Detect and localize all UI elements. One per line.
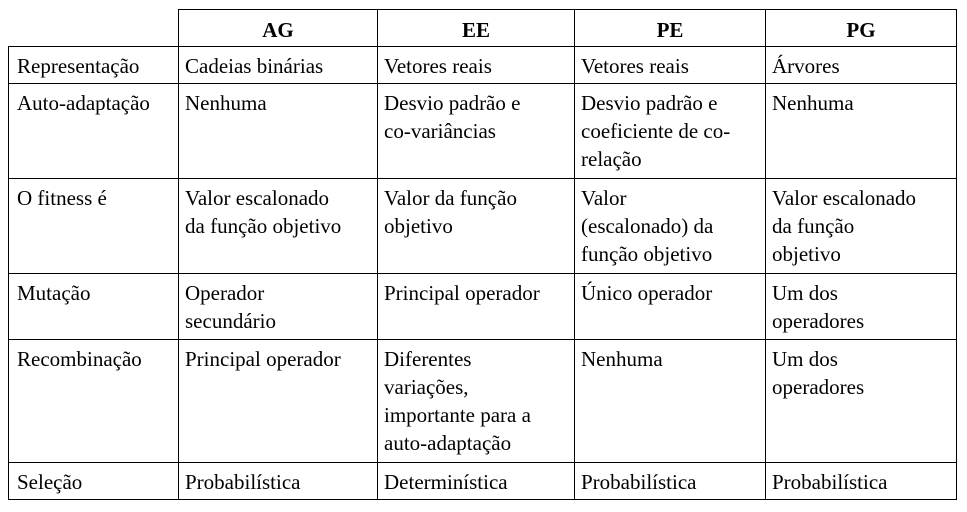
cell-line: Valor escalonado	[185, 186, 330, 210]
table-cell	[766, 47, 957, 84]
table-cell	[179, 179, 378, 274]
cell-line: Vetores reais	[581, 54, 689, 78]
row-label: Auto-adaptação	[9, 84, 179, 179]
cell-line: da função objetivo	[185, 214, 342, 238]
cell-line: coeficiente de co-	[581, 119, 731, 143]
cell-line: auto-adaptação	[384, 431, 512, 455]
table-cell	[575, 84, 766, 179]
cell-line: Desvio padrão e	[581, 91, 718, 115]
table-cell	[179, 84, 378, 179]
comparison-table	[8, 9, 957, 500]
cell-line: Operador	[185, 281, 265, 305]
table-cell	[378, 340, 575, 463]
cell-line: Cadeias binárias	[185, 54, 324, 78]
row-label: Recombinação	[9, 340, 179, 463]
table-cell	[575, 47, 766, 84]
cell-line: Probabilística	[772, 470, 888, 494]
table-cell	[575, 463, 766, 500]
table-cell	[766, 463, 957, 500]
cell-line: Nenhuma	[581, 347, 663, 371]
cell-line: objetivo	[772, 242, 841, 266]
corner-cell	[9, 10, 179, 47]
cell-line: operadores	[772, 375, 865, 399]
cell-line: Nenhuma	[772, 91, 854, 115]
table-cell	[378, 179, 575, 274]
row-label: Seleção	[9, 463, 179, 500]
table-row	[9, 463, 957, 500]
cell-line: Valor escalonado	[772, 186, 917, 210]
row-label: Mutação	[9, 274, 179, 340]
table-cell	[179, 340, 378, 463]
column-header-ee: EE	[378, 10, 575, 47]
row-label: Representação	[9, 47, 179, 84]
table-cell	[179, 47, 378, 84]
cell-line: secundário	[185, 309, 276, 333]
cell-line: Um dos	[772, 347, 838, 371]
table-cell	[766, 274, 957, 340]
table-row	[9, 47, 957, 84]
column-header-ag: AG	[179, 10, 378, 47]
cell-line: relação	[581, 147, 642, 171]
cell-line: da função	[772, 214, 855, 238]
cell-line: Vetores reais	[384, 54, 492, 78]
cell-line: Principal operador	[384, 281, 540, 305]
table-row	[9, 84, 957, 179]
table-cell	[179, 463, 378, 500]
cell-line: Determinística	[384, 470, 508, 494]
table-cell	[766, 179, 957, 274]
cell-line: Valor da função	[384, 186, 517, 210]
table-cell	[575, 179, 766, 274]
cell-line: Desvio padrão e	[384, 91, 521, 115]
cell-line: co-variâncias	[384, 119, 496, 143]
table-cell	[378, 463, 575, 500]
cell-line: Probabilística	[185, 470, 301, 494]
cell-line: objetivo	[384, 214, 453, 238]
cell-line: Nenhuma	[185, 91, 267, 115]
table-cell	[766, 340, 957, 463]
cell-line: Principal operador	[185, 347, 341, 371]
cell-line: função objetivo	[581, 242, 713, 266]
table-cell	[575, 340, 766, 463]
column-header-pg: PG	[766, 10, 957, 47]
table-cell	[378, 84, 575, 179]
cell-line: variações,	[384, 375, 469, 399]
table-row	[9, 179, 957, 274]
table-row	[9, 274, 957, 340]
cell-line: Único operador	[581, 281, 713, 305]
column-header-pe: PE	[575, 10, 766, 47]
header-row	[9, 10, 957, 47]
row-label: O fitness é	[9, 179, 179, 274]
table-cell	[575, 274, 766, 340]
table-cell	[378, 274, 575, 340]
cell-line: Valor	[581, 186, 627, 210]
cell-line: Probabilística	[581, 470, 697, 494]
cell-line: importante para a	[384, 403, 531, 427]
table-row	[9, 340, 957, 463]
table-cell	[179, 274, 378, 340]
table-cell	[378, 47, 575, 84]
cell-line: operadores	[772, 309, 865, 333]
cell-line: Um dos	[772, 281, 838, 305]
cell-line: Árvores	[772, 54, 840, 78]
table-cell	[766, 84, 957, 179]
cell-line: Diferentes	[384, 347, 472, 371]
cell-line: (escalonado) da	[581, 214, 714, 238]
